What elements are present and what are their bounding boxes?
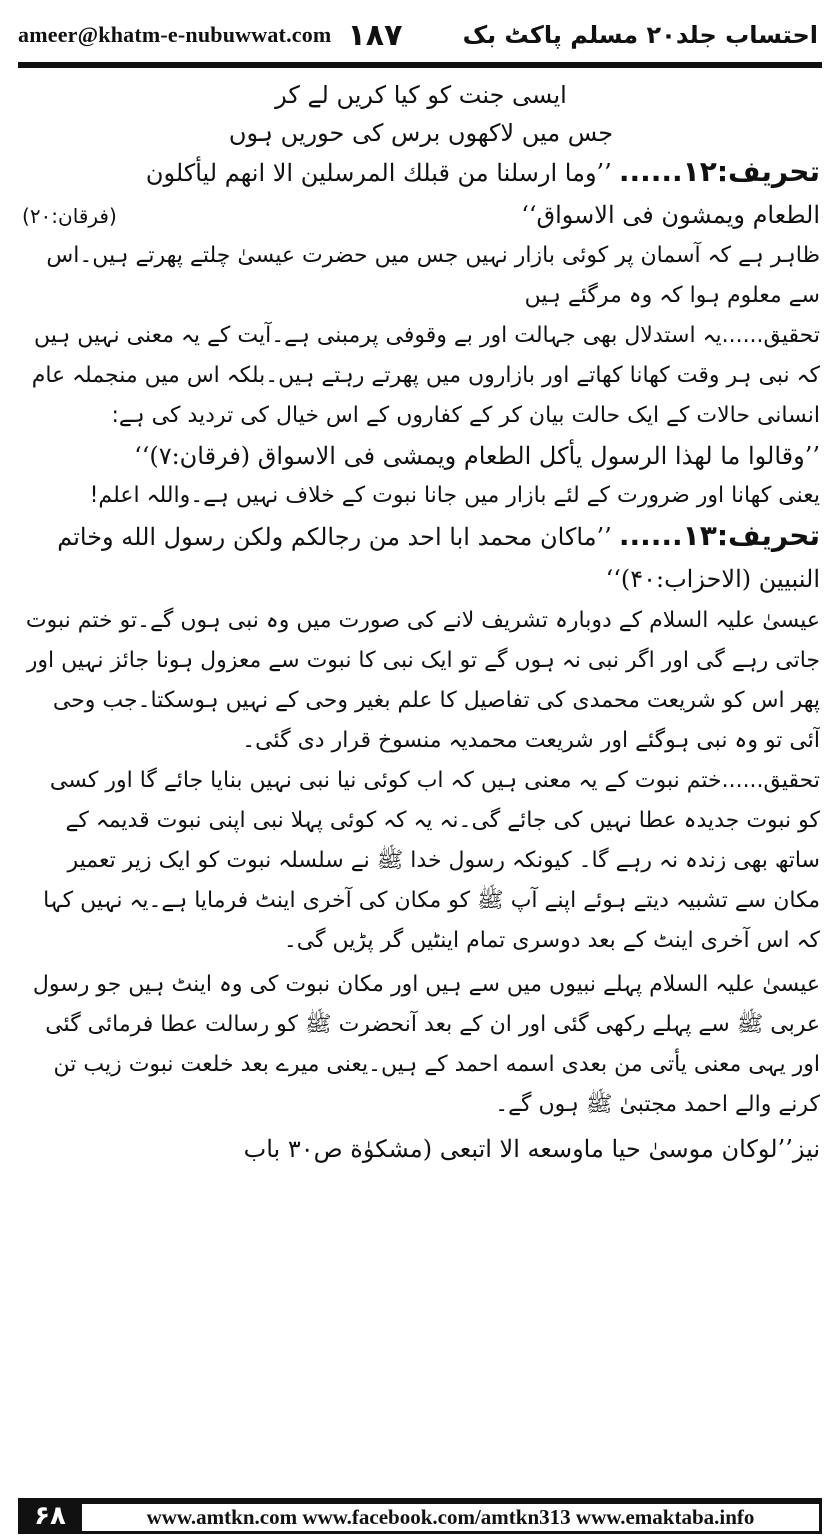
footer-links: www.amtkn.com www.facebook.com/amtkn313 www.emaktaba.info <box>82 1501 819 1531</box>
header-page-number: ۱۸۷ <box>347 17 403 53</box>
tahreef-13-text: عیسیٰ علیہ السلام کے دوبارہ تشریف لانے کی صورت میں وہ نبی ہوں گے۔تو ختم نبوت جاتی رہے گی اور اگر نبی نہ ہوں گے تو ایک نبی کا نبوت سے معزول ہونا جائز نہیں اور پھر اس کو شریعت محمدی کی تفاصیل کا علم بغیر وحی کے نہیں ہوسکتا۔جب وحی آئی تو وہ نبی ہوگئے اور شریعت محمدیہ منسوخ قرار دی گئی۔ <box>25 608 820 753</box>
header-book-title: احتساب جلد۲۰ مسلم پاکٹ بک <box>462 21 818 49</box>
tahreef-13-quote: ’’ماكان محمد ابا احد من رجالكم ولكن رسول الله وخاتم النبيين (الاحزاب:۴۰)‘‘ <box>57 523 820 593</box>
tahreef-12-label: تحریف:۱۲...... <box>618 155 820 188</box>
tahreef-13-label: تحریف:۱۳...... <box>618 519 820 552</box>
paragraph-eesa: عیسیٰ علیہ السلام پہلے نبیوں میں سے ہیں اور مکان نبوت کی وہ اینٹ ہیں جو رسول عربی ﷺ سے پہلے رکھی گئی اور ان کے بعد آنحضرت ﷺ کو رسالت عطا فرمائی گئی اور یہی معنی يأتى من بعدى اسمه احمد کے ہیں۔یعنی میرے بعد خلعت نبوت زیب تن کرنے والے احمد مجتبیٰ ﷺ ہوں گے۔ <box>32 972 820 1117</box>
tahreef-12-text: ظاہر ہے کہ آسمان پر کوئی بازار نہیں جس میں حضرت عیسیٰ چلتے پھرتے ہیں۔اس سے معلوم ہوا کہ وہ مرگئے ہیں <box>46 243 820 308</box>
footer-page-number: ۶۸ <box>34 1501 66 1531</box>
tahreef-13-heading <box>22 516 820 601</box>
tahqeeq-12: تحقیق......یہ استدلال بھی جہالت اور بے وقوفی پرمبنی ہے۔آیت کے یہ معنی نہیں ہیں کہ نبی ہر وقت کھانا کھاتے اور بازاروں میں پھرتے رہتے ہیں۔بلکہ اس میں منجملہ عام انسانی حالات کے ایک حالت بیان کر کے کفاروں کے اس خیال کی تردید کی ہے: <box>31 323 820 428</box>
tahreef-12-quote-a: ’’وما ارسلنا من قبلك المرسلين الا انهم ليأكلون <box>145 159 612 187</box>
page-header <box>18 12 818 58</box>
last-line: نیز’’لوكان موسىٰ حيا ماوسعه الا اتبعى (مشكوٰة ص۳۰ باب <box>243 1135 820 1163</box>
header-left <box>18 18 402 53</box>
header-rule <box>18 62 822 68</box>
verse-line-1: ایسی جنت کو کیا کریں لے کر <box>275 81 567 109</box>
tahqeeq-12-quote: ’’وقالوا ما لهذا الرسول يأكل الطعام ويمشى فى الاسواق (فرقان:۷)‘‘ <box>134 442 820 470</box>
page-footer <box>18 1498 822 1534</box>
tahreef-12-reference: (فرقان:۲۰) <box>22 204 117 228</box>
tahreef-12-heading <box>22 152 820 195</box>
tahqeeq-13: تحقیق......ختم نبوت کے یہ معنی ہیں کہ اب کوئی نیا نبی نہیں بنایا جائے گا اور کسی کو نبوت جدیدہ عطا نہیں کی جائے گی۔نہ یہ کہ کوئی پہلا نبی اپنی نبوت قدیمہ کے ساتھ بھی زندہ نہ رہے گا۔ کیونکہ رسول خدا ﷺ نے سلسلہ نبوت کو ایک زیر تعمیر مکان سے تشبیہ دیتے ہوئے اپنے آپ ﷺ کو مکان کی آخری اینٹ فرمایا ہے۔یہ نہیں کہا کہ اس آخری اینٹ کے بعد دوسری تمام اینٹیں گر پڑیں گی۔ <box>43 768 820 953</box>
verse-line-2: جس میں لاکھوں برس کی حوریں ہوں <box>228 119 614 147</box>
tahreef-12-quote-line <box>22 195 820 236</box>
page-body <box>22 76 820 1446</box>
header-email: ameer@khatm-e-nubuwwat.com <box>18 22 332 47</box>
tahreef-12-quote-b: الطعام ويمشون فى الاسواق‘‘ <box>521 201 820 229</box>
tahqeeq-12-end: یعنی کھانا اور ضرورت کے لئے بازار میں جانا نبوت کے خلاف نہیں ہے۔واللہ اعلم! <box>89 483 820 508</box>
